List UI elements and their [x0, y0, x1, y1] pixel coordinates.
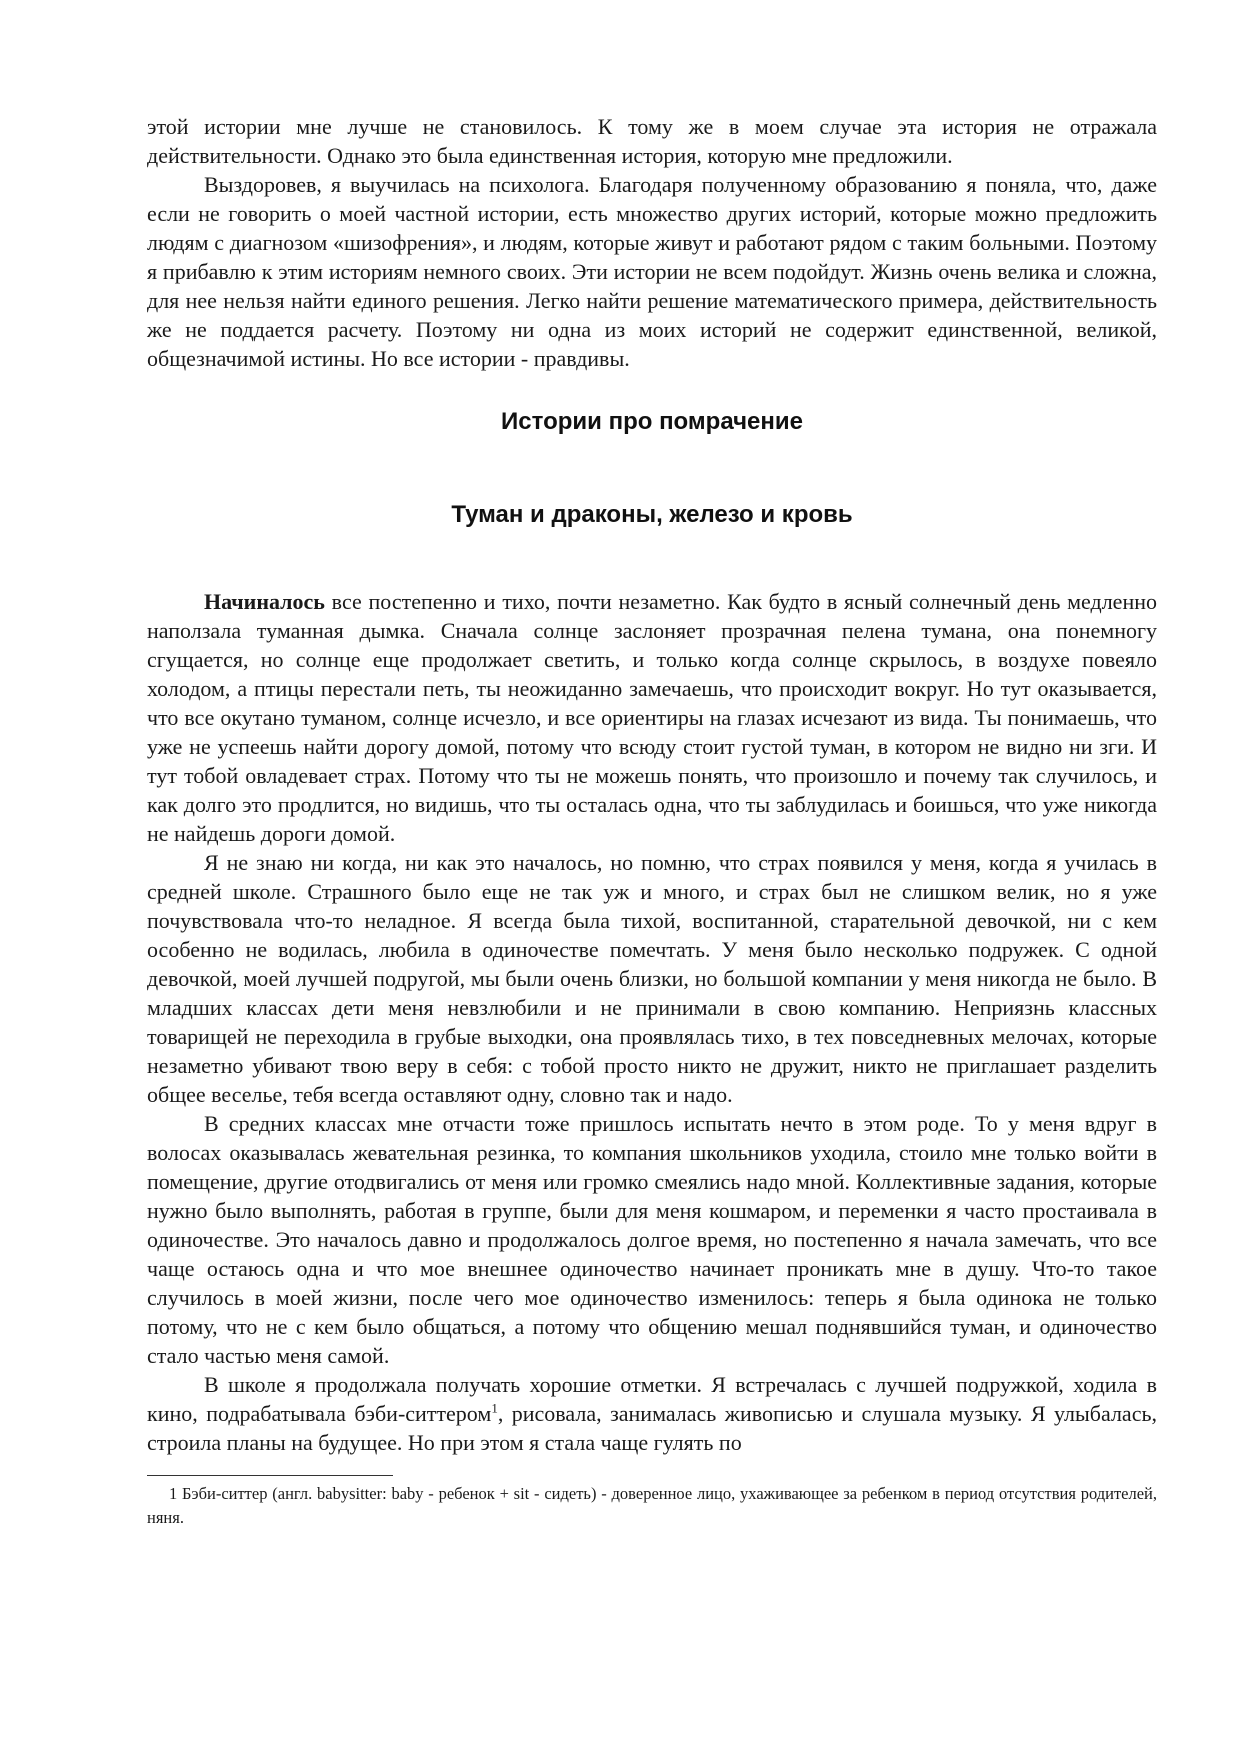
section-title: Истории про помрачение	[501, 408, 803, 435]
footnote-separator	[147, 1475, 393, 1476]
chapter-first-paragraph-text: все постепенно и тихо, почти незаметно. Как будто в ясный солнечный день медленно наползала туманная дымка. Сначала солнце заслоняет прозрачная пелена тумана, она понемногу сгущается, но солнце еще продолжает светить, и только когда солнце скрылось, в воздухе повеяло холодом, а птицы перестали петь, ты неожиданно замечаешь, что происходит вокруг. Но тут оказывается, что все окутано туманом, солнце исчезло, и все ориентиры на глазах исчезают из вида. Ты понимаешь, что уже не успеешь найти дорогу домой, потому что всюду стоит густой туман, в котором не видно ни зги. И тут тобой овладевает страх. Потому что ты не можешь понять, что произошло и почему так случилось, и как долго это продлится, но видишь, что ты осталась одна, что ты заблудилась и боишься, что уже никогда не найдешь дороги домой.	[147, 589, 1157, 846]
paragraph-psychologist: Выздоровев, я выучилась на психолога. Благодаря полученному образованию я поняла, что, даже если не говорить о моей частной истории, есть множество других историй, которые можно предложить людям с диагнозом «шизофрения», и людям, которые живут и работают рядом с таким больными. Поэтому я прибавлю к этим историям немного своих. Эти истории не всем подойдут. Жизнь очень велика и сложна, для нее нельзя найти единого решения. Легко найти решение математического примера, действительность же не поддается расчету. Поэтому ни одна из моих историй не содержит единственной, великой, общезначимой истины. Но все истории - правдивы.	[147, 172, 1157, 371]
paragraph-good-marks	[147, 1370, 1157, 1457]
chapter-first-paragraph	[147, 587, 1157, 848]
lead-word: Начиналось	[204, 589, 325, 614]
paragraph-middle-school: Я не знаю ни когда, ни как это началось, но помню, что страх появился у меня, когда я училась в средней школе. Страшного было еще не так уж и много, и страх был не слишком велик, но я уже почувствовала что-то неладное. Я всегда была тихой, воспитанной, старательной девочкой, ни с кем особенно не водилась, любила в одиночестве помечтать. У меня было несколько подружек. С одной девочкой, моей лучшей подругой, мы были очень близки, но большой компании у меня никогда не было. В младших классах дети меня невзлюбили и не принимали в свою компанию. Неприязнь классных товарищей не переходила в грубые выходки, она проявлялась тихо, в тех повседневных мелочах, которые незаметно убивают твою веру в себя: с тобой просто никто не дружит, никто не приглашает разделить общее веселье, тебя всегда оставляют одну, словно так и надо.	[147, 850, 1157, 1107]
footnote: 1 Бэби-ситтер (англ. babysitter: baby - ребенок + sit - сидеть) - доверенное лицо, ухаживающее за ребенком в период отсутствия родителей, няня.	[147, 1484, 1157, 1527]
footnote-reference: 1	[491, 1400, 498, 1416]
paragraph-continuation: этой истории мне лучше не становилось. К тому же в моем случае эта история не отражала действительности. Однако это была единственная история, которую мне предложили.	[147, 114, 1157, 168]
paragraph-good-marks-text-end: , рисовала, занималась живописью и слушала музыку. Я улыбалась, строила планы на будущее. Но при этом я стала чаще гулять по	[147, 1401, 1157, 1455]
document-page	[147, 112, 1157, 1530]
paragraph-good-marks-text: В школе я продолжала получать хорошие отметки. Я встречалась с лучшей подружкой, ходила в кино, подрабатывала бэби-ситтером	[147, 1372, 1157, 1426]
paragraph-middle-classes: В средних классах мне отчасти тоже пришлось испытать нечто в этом роде. То у меня вдруг в волосах оказывалась жевательная резинка, то компания школьников уходила, стоило мне только войти в помещение, другие отодвигались от меня или громко смеялись надо мной. Коллективные задания, которые нужно было выполнять, работая в группе, были для меня кошмаром, и переменки я часто простаивала в одиночестве. Это началось давно и продолжалось долгое время, но постепенно я начала замечать, что все чаще остаюсь одна и что мое внешнее одиночество начинает проникать мне в душу. Что-то такое случилось в моей жизни, после чего мое одиночество изменилось: теперь я была одинока не только потому, что не с кем было общаться, а потому что общению мешал поднявшийся туман, и одиночество стало частью меня самой.	[147, 1111, 1157, 1368]
chapter-title: Туман и драконы, железо и кровь	[451, 501, 853, 528]
